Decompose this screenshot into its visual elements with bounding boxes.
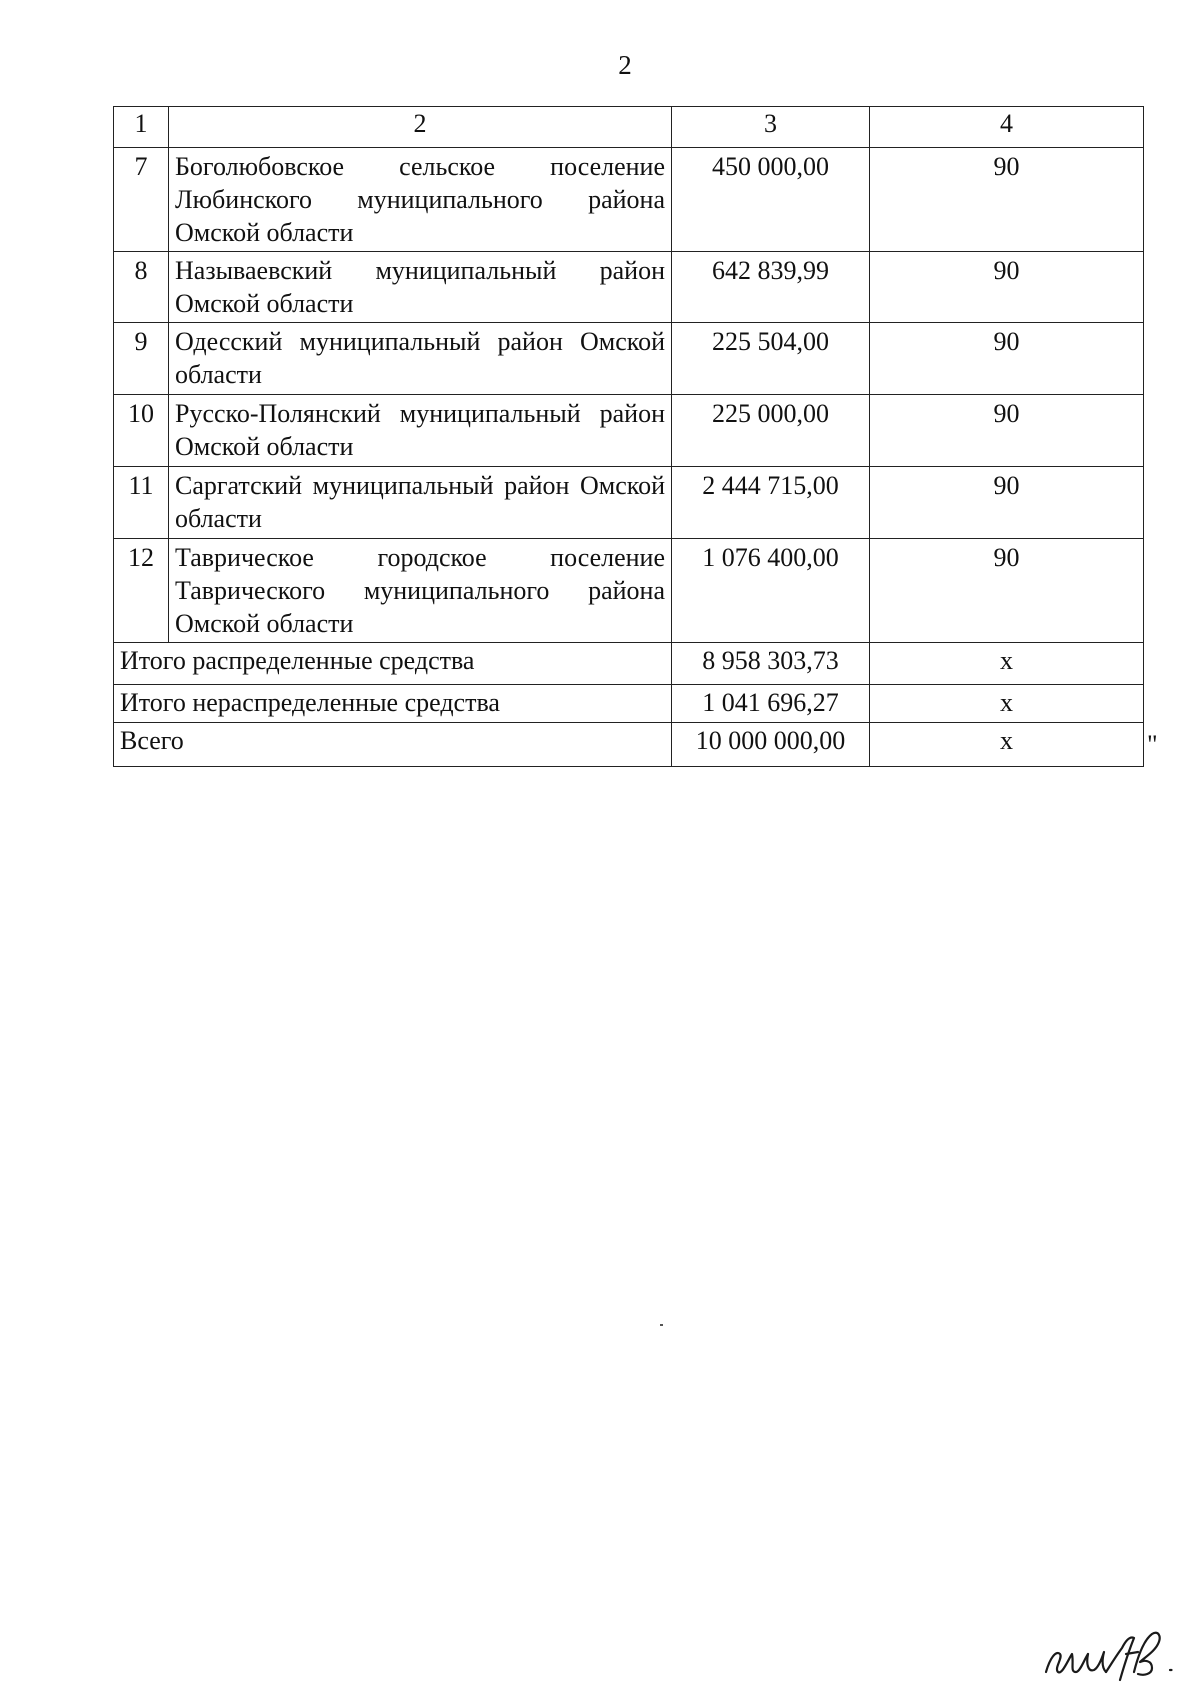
- municipality-name: Называевский муниципальный район Омской области: [169, 252, 672, 323]
- municipality-name: Одесский муниципальный район Омской области: [169, 323, 672, 395]
- table-row: [114, 539, 1144, 643]
- row-number: 11: [114, 467, 169, 539]
- municipality-name: Саргатский муниципальный район Омской области: [169, 467, 672, 539]
- total-amount: 10 000 000,00: [672, 723, 870, 767]
- table-row: [114, 252, 1144, 323]
- scan-artifact: [660, 1324, 663, 1326]
- total-row-undistributed: [114, 685, 1144, 723]
- total-amount: 1 041 696,27: [672, 685, 870, 723]
- table-row: [114, 467, 1144, 539]
- row-number: 8: [114, 252, 169, 323]
- total-mark: х: [870, 685, 1144, 723]
- total-label: Всего: [114, 723, 672, 767]
- header-cell: 1: [114, 107, 169, 148]
- handwritten-initials: [1040, 1610, 1190, 1695]
- total-row-distributed: [114, 643, 1144, 685]
- page-number: 2: [618, 50, 632, 80]
- percent-cell: 90: [870, 395, 1144, 467]
- percent-cell: 90: [870, 467, 1144, 539]
- table-header-row: [114, 107, 1144, 148]
- table-row: [114, 323, 1144, 395]
- closing-quote-mark: ": [1147, 730, 1158, 759]
- total-row-grand: [114, 723, 1144, 767]
- municipality-name: Русско-Полянский муниципальный район Омской области: [169, 395, 672, 467]
- total-mark: х: [870, 723, 1144, 767]
- percent-cell: 90: [870, 252, 1144, 323]
- row-number: 10: [114, 395, 169, 467]
- municipality-name: Боголюбовское сельское поселение Любинского муниципального района Омской области: [169, 148, 672, 252]
- header-cell: 2: [169, 107, 672, 148]
- amount-cell: 2 444 715,00: [672, 467, 870, 539]
- percent-cell: 90: [870, 148, 1144, 252]
- header-cell: 4: [870, 107, 1144, 148]
- amount-cell: 1 076 400,00: [672, 539, 870, 643]
- total-label: Итого распределенные средства: [114, 643, 672, 685]
- amount-cell: 642 839,99: [672, 252, 870, 323]
- table-row: [114, 395, 1144, 467]
- total-label: Итого нераспределенные средства: [114, 685, 672, 723]
- row-number: 7: [114, 148, 169, 252]
- percent-cell: 90: [870, 539, 1144, 643]
- total-amount: 8 958 303,73: [672, 643, 870, 685]
- amount-cell: 450 000,00: [672, 148, 870, 252]
- percent-cell: 90: [870, 323, 1144, 395]
- row-number: 12: [114, 539, 169, 643]
- signature-icon: [1040, 1610, 1190, 1690]
- total-mark: х: [870, 643, 1144, 685]
- amount-cell: 225 000,00: [672, 395, 870, 467]
- row-number: 9: [114, 323, 169, 395]
- header-cell: 3: [672, 107, 870, 148]
- municipality-name: Таврическое городское поселение Таврического муниципального района Омской области: [169, 539, 672, 643]
- table-row: [114, 148, 1144, 252]
- amount-cell: 225 504,00: [672, 323, 870, 395]
- allocation-table: [113, 106, 1144, 767]
